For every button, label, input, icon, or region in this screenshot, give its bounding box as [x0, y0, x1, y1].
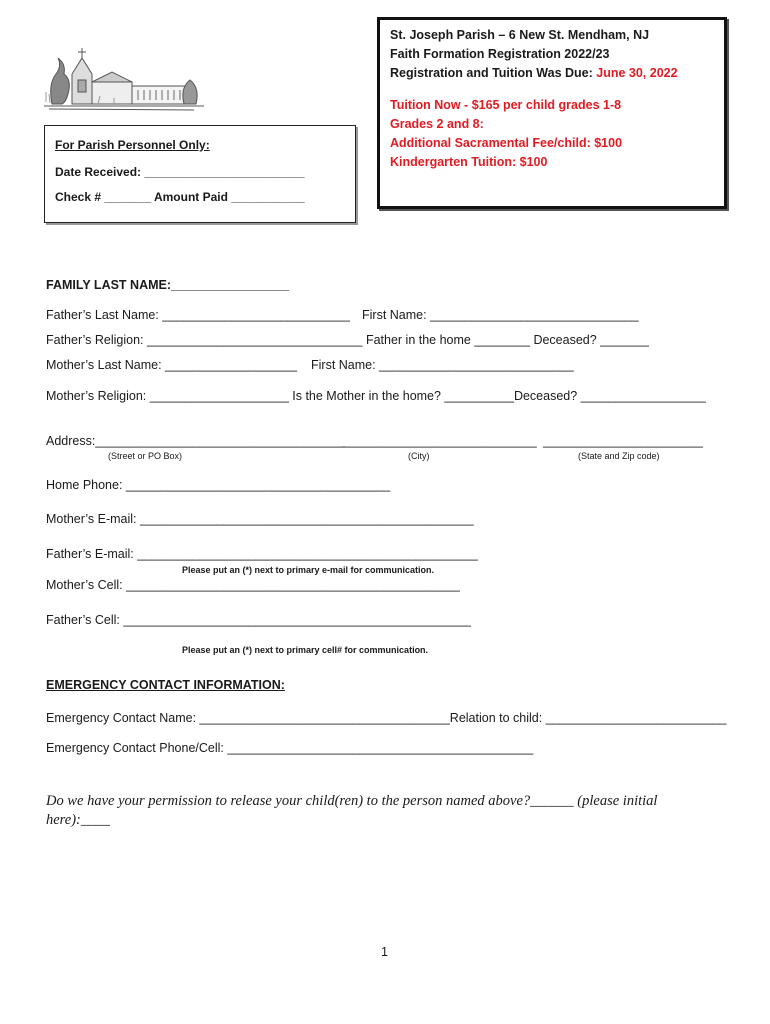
due-date-value: June 30, 2022	[592, 66, 678, 80]
mother-email-field[interactable]: Mother’s E-mail: ________________________________________________	[46, 512, 474, 526]
emergency-contact-phone-field[interactable]: Emergency Contact Phone/Cell: ____________________________________________	[46, 741, 534, 755]
father-cell-field[interactable]: Father’s Cell: __________________________________________________	[46, 613, 471, 627]
emergency-contact-name-field[interactable]: Emergency Contact Name: ____________________________________Relation to child: __________________________	[46, 711, 727, 725]
mother-cell-field[interactable]: Mother’s Cell: ________________________________________________	[46, 578, 460, 592]
due-date-line	[390, 66, 678, 80]
registration-info-box	[377, 17, 727, 209]
tuition-line-3: Additional Sacramental Fee/child: $100	[390, 136, 623, 150]
tuition-line-1: Tuition Now - $165 per child grades 1-8	[390, 98, 622, 112]
address-city-caption: (City)	[408, 451, 430, 461]
permission-question-line2[interactable]: here):____	[46, 812, 110, 828]
mother-last-name-field[interactable]: Mother’s Last Name: ___________________	[46, 358, 298, 372]
address-street-field[interactable]: Address:____________________________________	[46, 434, 346, 448]
page-number: 1	[381, 945, 388, 959]
tuition-line-2: Grades 2 and 8:	[390, 117, 484, 131]
parish-personnel-box	[44, 125, 356, 223]
father-last-name-field[interactable]: Father’s Last Name: ___________________________	[46, 308, 350, 322]
mother-first-name-field[interactable]: First Name: ____________________________	[311, 358, 574, 372]
father-email-field[interactable]: Father’s E-mail: _________________________________________________	[46, 547, 478, 561]
date-received-field[interactable]: Date Received: ________________________	[55, 165, 305, 179]
address-state-field[interactable]: _______________________	[543, 434, 703, 448]
check-amount-field[interactable]: Check # _______ Amount Paid ___________	[55, 190, 305, 204]
due-date-label: Registration and Tuition Was Due:	[390, 66, 593, 80]
tuition-line-4: Kindergarten Tuition: $100	[390, 155, 548, 169]
address-city-field[interactable]: ____________________________	[342, 434, 537, 448]
church-sketch-icon	[44, 44, 204, 114]
cell-note: Please put an (*) next to primary cell# for communication.	[182, 645, 429, 655]
registration-title: Faith Formation Registration 2022/23	[390, 47, 610, 61]
emergency-heading: EMERGENCY CONTACT INFORMATION:	[46, 678, 285, 692]
mother-religion-field[interactable]: Mother’s Religion: ____________________ Is the Mother in the home? __________Deceased? __________________	[46, 389, 706, 403]
email-note: Please put an (*) next to primary e-mail for communication.	[182, 565, 435, 575]
address-street-caption: (Street or PO Box)	[108, 451, 183, 461]
parish-address: St. Joseph Parish – 6 New St. Mendham, NJ	[390, 28, 650, 42]
father-first-name-field[interactable]: First Name: ______________________________	[362, 308, 639, 322]
father-religion-field[interactable]: Father’s Religion: _______________________________ Father in the home ________ Deceased? _______	[46, 333, 649, 347]
address-state-caption: (State and Zip code)	[578, 451, 660, 461]
permission-question-line1[interactable]: Do we have your permission to release your child(ren) to the person named above?______ (please initial	[46, 793, 658, 809]
family-last-name-field[interactable]: FAMILY LAST NAME:_________________	[46, 278, 290, 292]
personnel-title: For Parish Personnel Only:	[55, 138, 210, 152]
home-phone-field[interactable]: Home Phone: ______________________________________	[46, 478, 391, 492]
